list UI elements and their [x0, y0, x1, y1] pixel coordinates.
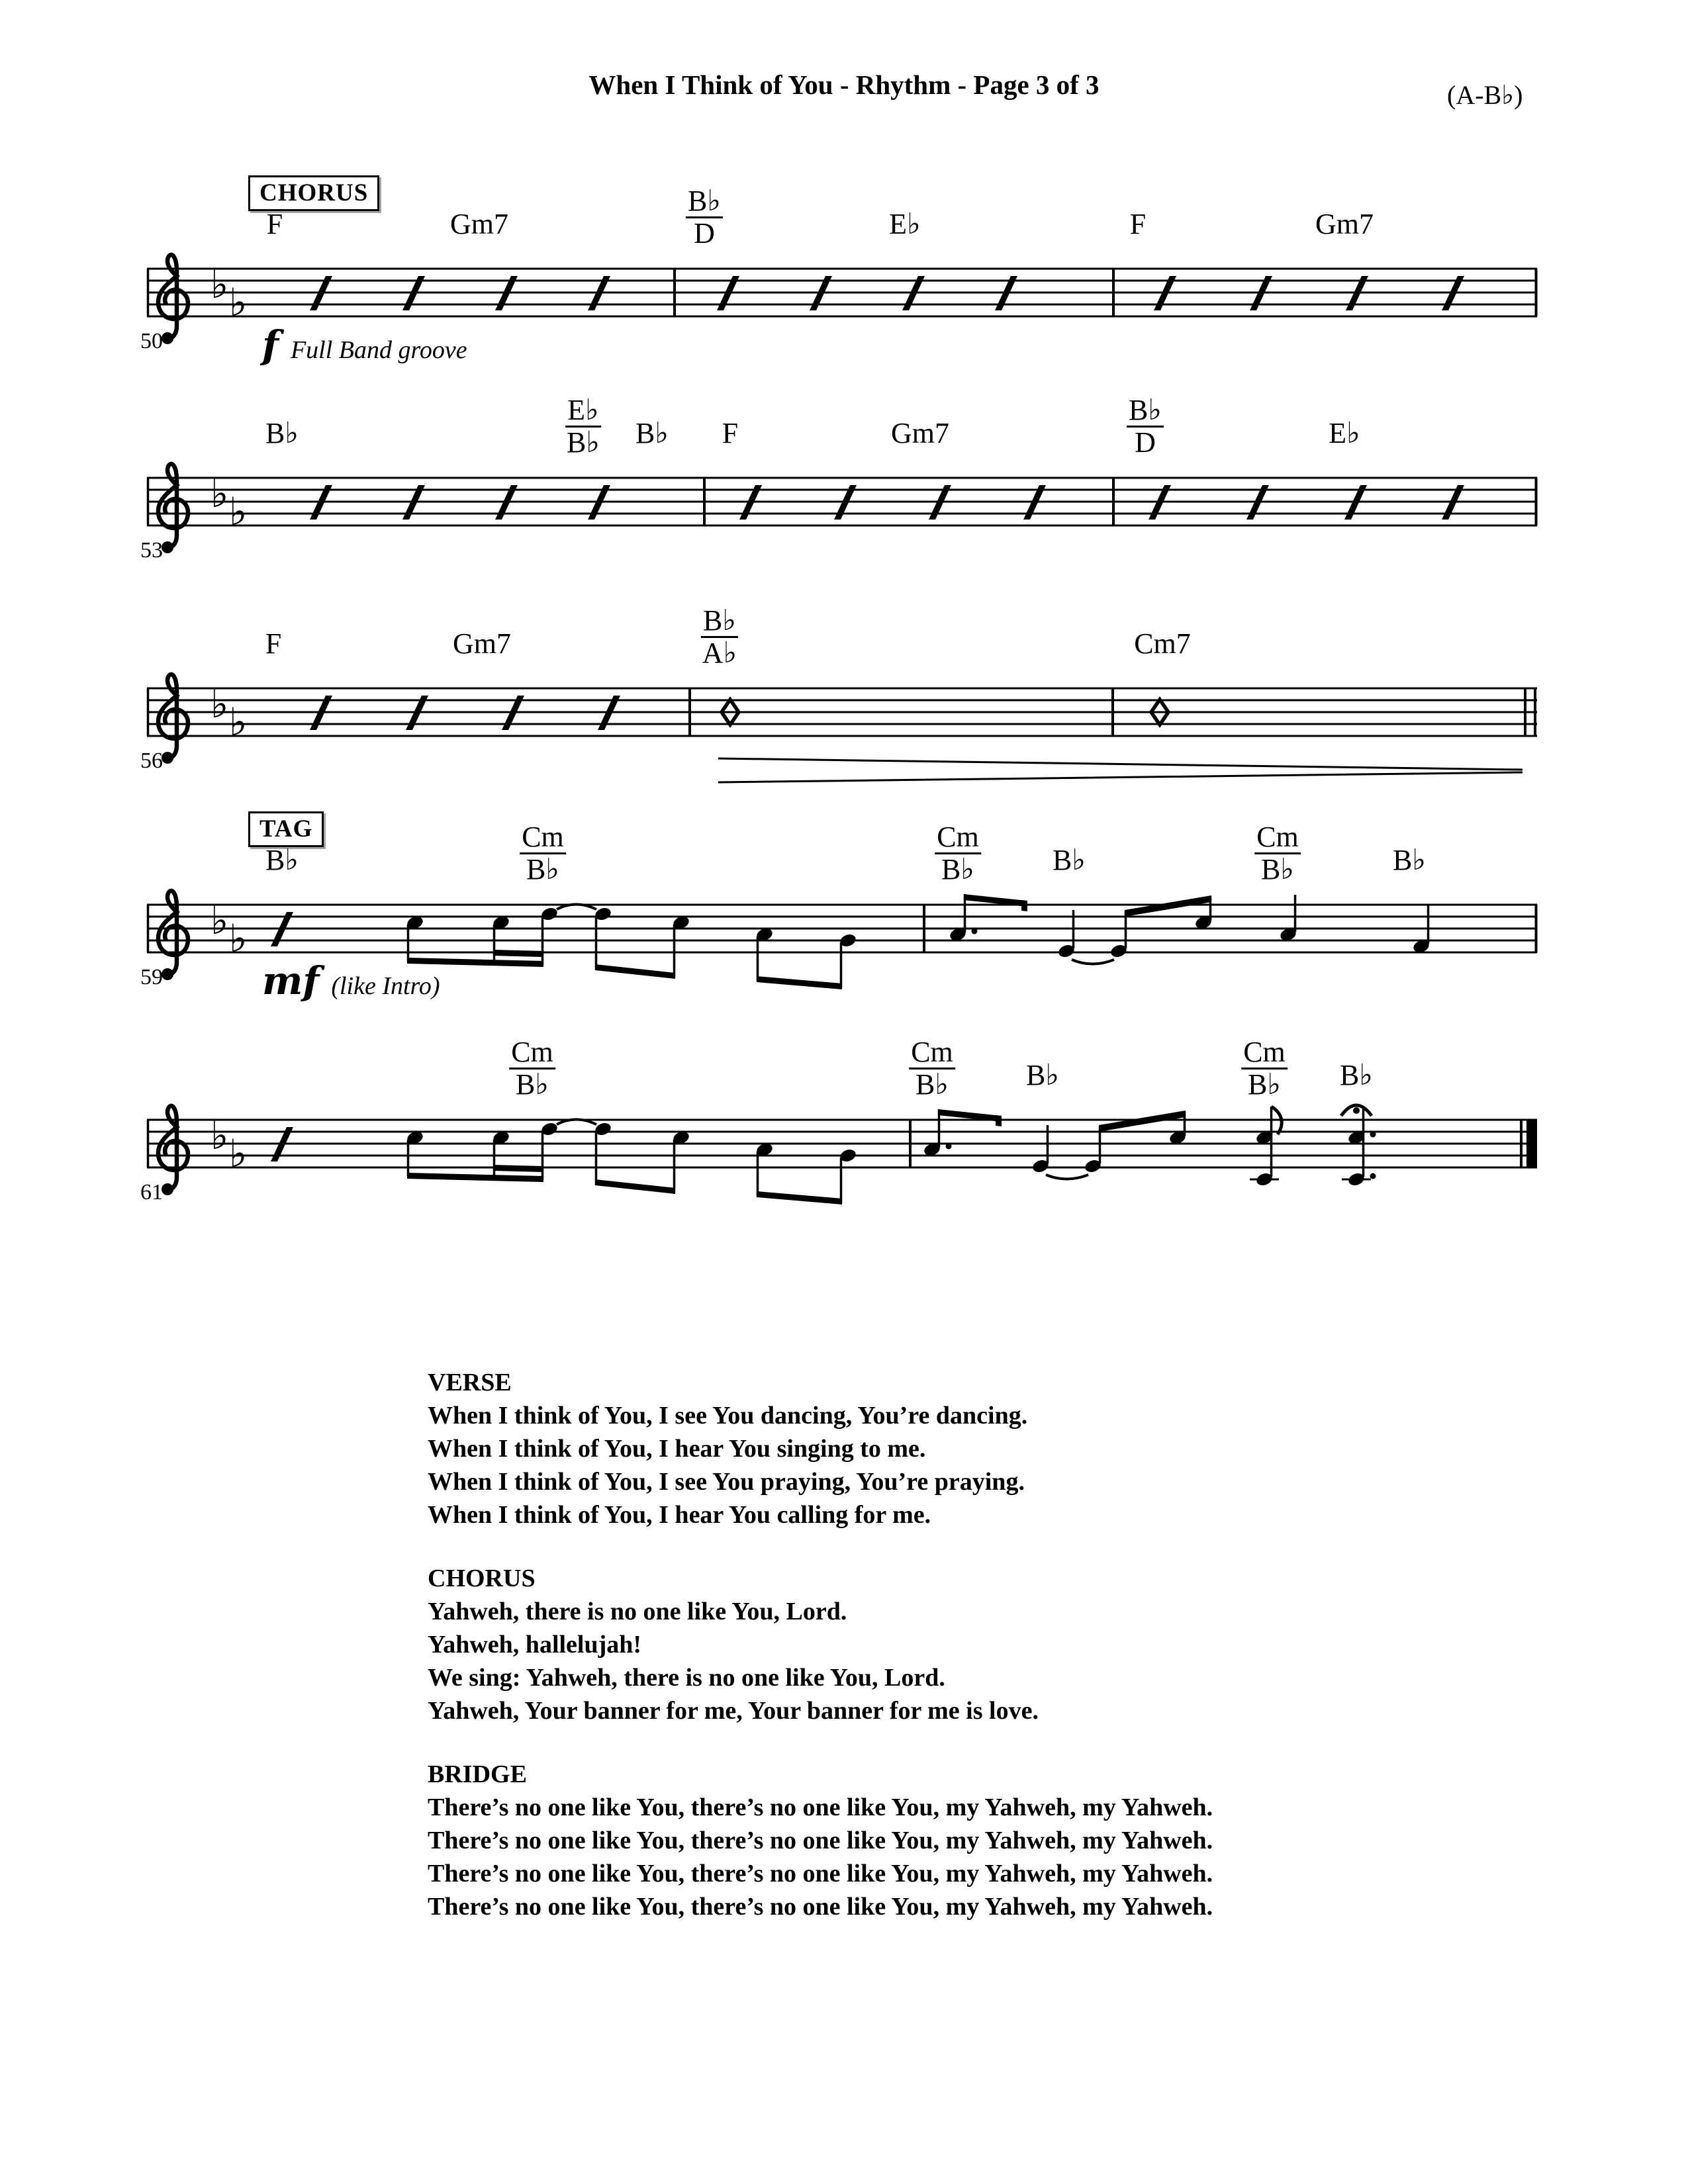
lyrics-heading: VERSE: [428, 1369, 512, 1396]
final-barline: [1526, 1119, 1537, 1169]
measure-number: 56: [140, 749, 163, 773]
lyrics-section-bridge: [428, 1758, 1421, 1923]
chord-symbol: E♭: [889, 208, 921, 240]
section-box: [248, 811, 324, 847]
chord-symbol: B♭: [1052, 844, 1086, 876]
chord-symbol: $\frac{Cm}{B♭}$: [1241, 1037, 1288, 1100]
dynamic-marking: [262, 322, 467, 367]
chord-symbol: B♭: [265, 417, 299, 449]
staff-notation: [132, 1080, 1562, 1252]
lyrics-section-chorus: [428, 1562, 1421, 1727]
chord-symbol: F: [1129, 208, 1147, 240]
lyrics-section-verse: [428, 1366, 1421, 1531]
section-label: TAG: [259, 815, 313, 842]
chord-symbol: $\frac{B♭}{D}$: [686, 186, 723, 249]
dynamic-marking: [262, 958, 440, 1003]
lyrics-heading: BRIDGE: [428, 1760, 527, 1788]
dynamic-text: (like Intro): [331, 972, 440, 1000]
dynamic-mf: mf: [262, 958, 320, 1003]
chord-symbol: B♭: [1025, 1059, 1060, 1091]
staff-notation: [132, 865, 1562, 1037]
chord-symbol: Gm7: [450, 208, 508, 240]
chord-symbol: $\frac{E♭}{B♭}$: [566, 394, 600, 459]
lyrics-line: There’s no one like You, there’s no one like You, my Yahweh, my Yahweh.: [428, 1893, 1213, 1921]
chord-symbol: Gm7: [1315, 208, 1374, 240]
lyrics-line: When I think of You, I see You dancing, You’re dancing.: [428, 1402, 1028, 1430]
final-chords: [1250, 1105, 1376, 1187]
chord-symbol: $\frac{Cm}{B♭}$: [909, 1037, 955, 1100]
chord-symbol: $\frac{B♭}{A♭}$: [702, 604, 737, 669]
chord-symbol: B♭: [1392, 844, 1427, 876]
lyrics-line: Yahweh, Your banner for me, Your banner for me is love.: [428, 1697, 1039, 1725]
measure-number: 61: [140, 1180, 163, 1205]
lyrics-line: Yahweh, hallelujah!: [428, 1631, 642, 1659]
lyrics-line: There’s no one like You, there’s no one like You, my Yahweh, my Yahweh.: [428, 1794, 1213, 1821]
chord-symbol: $\frac{Cm}{B♭}$: [935, 822, 981, 885]
chord-symbol: Gm7: [891, 417, 949, 449]
fermata-dot: [1353, 1107, 1360, 1114]
key-signature-label: (A-B♭): [1447, 80, 1523, 110]
lyrics-line: When I think of You, I hear You singing to me.: [428, 1435, 926, 1463]
chord-symbol: $\frac{Cm}{B♭}$: [520, 822, 566, 885]
chord-symbol: F: [722, 417, 739, 449]
lyrics-heading: CHORUS: [428, 1565, 536, 1592]
chord-symbol: B♭: [635, 417, 669, 449]
measure-number: 53: [140, 538, 163, 563]
chord-symbol: $\frac{Cm}{B♭}$: [509, 1037, 555, 1100]
chord-symbol: Cm7: [1134, 627, 1191, 660]
lyrics-line: There’s no one like You, there’s no one like You, my Yahweh, my Yahweh.: [428, 1860, 1213, 1888]
lyrics-line: There’s no one like You, there’s no one like You, my Yahweh, my Yahweh.: [428, 1827, 1213, 1854]
dynamic-f: f: [262, 322, 279, 367]
decrescendo-hairpin: [718, 758, 1523, 782]
lyrics-line: We sing: Yahweh, there is no one like You, Lord.: [428, 1664, 945, 1692]
staff-notation: [132, 438, 1562, 610]
measure-number: 50: [140, 329, 163, 353]
section-box: [248, 175, 379, 211]
staff-notation: [132, 229, 1562, 401]
lyrics-line: When I think of You, I hear You calling for me.: [428, 1501, 931, 1529]
section-label: CHORUS: [259, 179, 369, 206]
chord-symbol: $\frac{B♭}{D}$: [1127, 395, 1164, 458]
page-title: When I Think of You - Rhythm - Page 3 of 3: [588, 69, 1100, 100]
chord-symbol: B♭: [1339, 1059, 1374, 1091]
dynamic-text: Full Band groove: [290, 336, 467, 364]
measure-number: 59: [140, 965, 163, 989]
chord-symbol: B♭: [265, 844, 299, 876]
staff-notation: [132, 649, 1562, 821]
chord-symbol: F: [266, 208, 283, 240]
lyrics-line: Yahweh, there is no one like You, Lord.: [428, 1598, 847, 1625]
chord-symbol: Gm7: [453, 627, 511, 660]
lyrics-line: When I think of You, I see You praying, You’re praying.: [428, 1468, 1025, 1496]
chord-symbol: $\frac{Cm}{B♭}$: [1254, 822, 1301, 885]
chord-symbol: F: [265, 627, 282, 660]
chord-symbol: E♭: [1329, 417, 1360, 449]
